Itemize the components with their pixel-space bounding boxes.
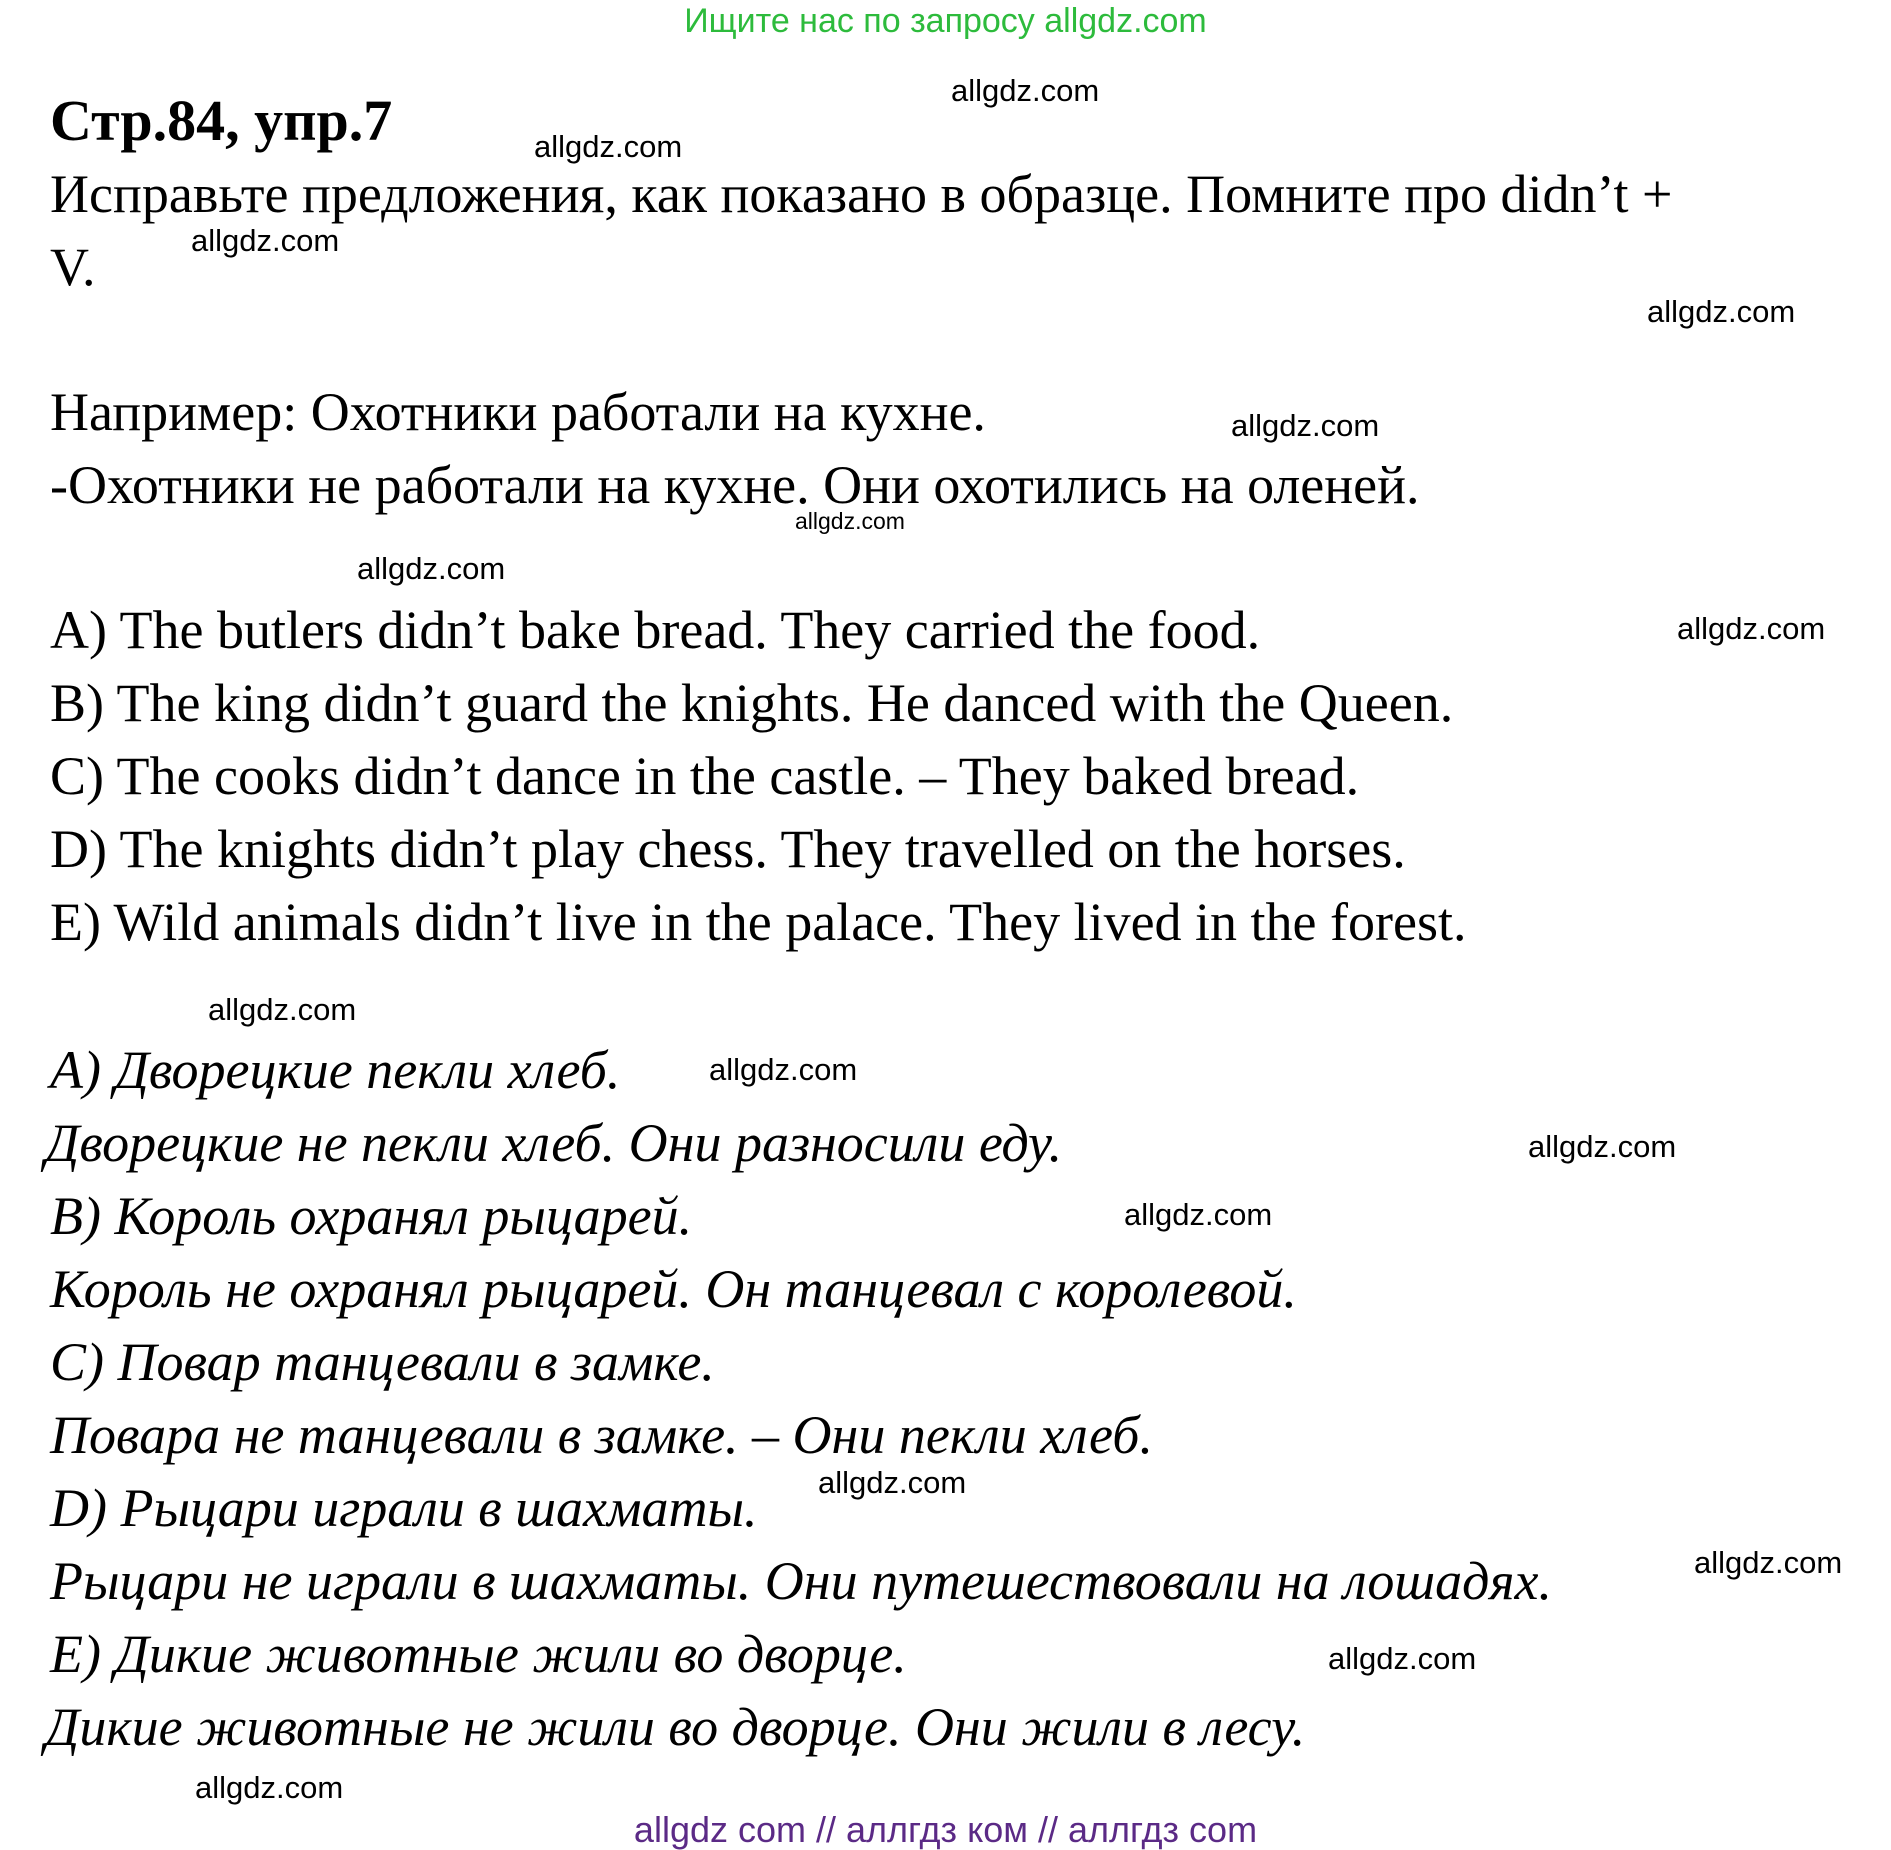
watermark: allgdz.com [951,73,1100,108]
watermark: allgdz.com [191,223,340,258]
watermark: allgdz.com [195,1770,344,1805]
watermark: allgdz.com [208,992,357,1027]
answer-ru-b-answer: Король не охранял рыцарей. Он танцевал с королевой. [50,1259,1297,1319]
example-prompt: Например: Охотники работали на кухне. [50,382,986,442]
answer-ru-a-prompt: A) Дворецкие пекли хлеб. [50,1040,621,1100]
answer-ru-d-prompt: D) Рыцари играли в шахматы. [50,1478,758,1538]
watermark: allgdz.com [1694,1545,1843,1580]
watermark: allgdz.com [357,551,506,586]
watermark: allgdz.com [1528,1129,1677,1164]
bottom-banner[interactable]: allgdz com // аллгдз ком // аллгдз com [633,1809,1258,1850]
answer-ru-e-answer: Дикие животные не жили во дворце. Они жили в лесу. [45,1697,1306,1757]
instruction-line-1: Исправьте предложения, как показано в образце. Помните про didn’t + [50,164,1673,224]
watermark: allgdz.com [1677,611,1826,646]
watermark: allgdz.com [1647,294,1796,329]
watermark: allgdz.com [1231,408,1380,443]
watermark: allgdz.com [534,129,683,164]
answer-ru-c-answer: Повара не танцевали в замке. – Они пекли хлеб. [50,1405,1153,1465]
answer-ru-d-answer: Рыцари не играли в шахматы. Они путешествовали на лошадях. [50,1551,1552,1611]
watermark: allgdz.com [1328,1641,1477,1676]
watermark: allgdz.com [818,1465,967,1500]
answer-ru-c-prompt: C) Повар танцевали в замке. [50,1332,715,1392]
answer-en-b: B) The king didn’t guard the knights. He danced with the Queen. [50,673,1454,733]
answer-ru-b-prompt: B) Король охранял рыцарей. [50,1186,693,1246]
watermark: allgdz.com [1124,1197,1273,1232]
answer-ru-e-prompt: E) Дикие животные жили во дворце. [50,1624,907,1684]
answer-ru-a-answer: Дворецкие не пекли хлеб. Они разносили еду. [45,1113,1063,1173]
watermark: allgdz.com [795,508,905,534]
answer-en-d: D) The knights didn’t play chess. They travelled on the horses. [50,819,1406,879]
page-title: Стр.84, упр.7 [50,88,393,153]
answer-en-a: A) The butlers didn’t bake bread. They carried the food. [50,600,1261,660]
instruction-line-2: V. [50,237,96,297]
watermark: allgdz.com [709,1052,858,1087]
answer-en-e: E) Wild animals didn’t live in the palace. They lived in the forest. [50,892,1467,952]
top-banner[interactable]: Ищите нас по запросу allgdz.com [684,2,1207,40]
example-answer: -Охотники не работали на кухне. Они охотились на оленей. [50,455,1420,515]
answer-en-c: C) The cooks didn’t dance in the castle. – They baked bread. [50,746,1360,806]
